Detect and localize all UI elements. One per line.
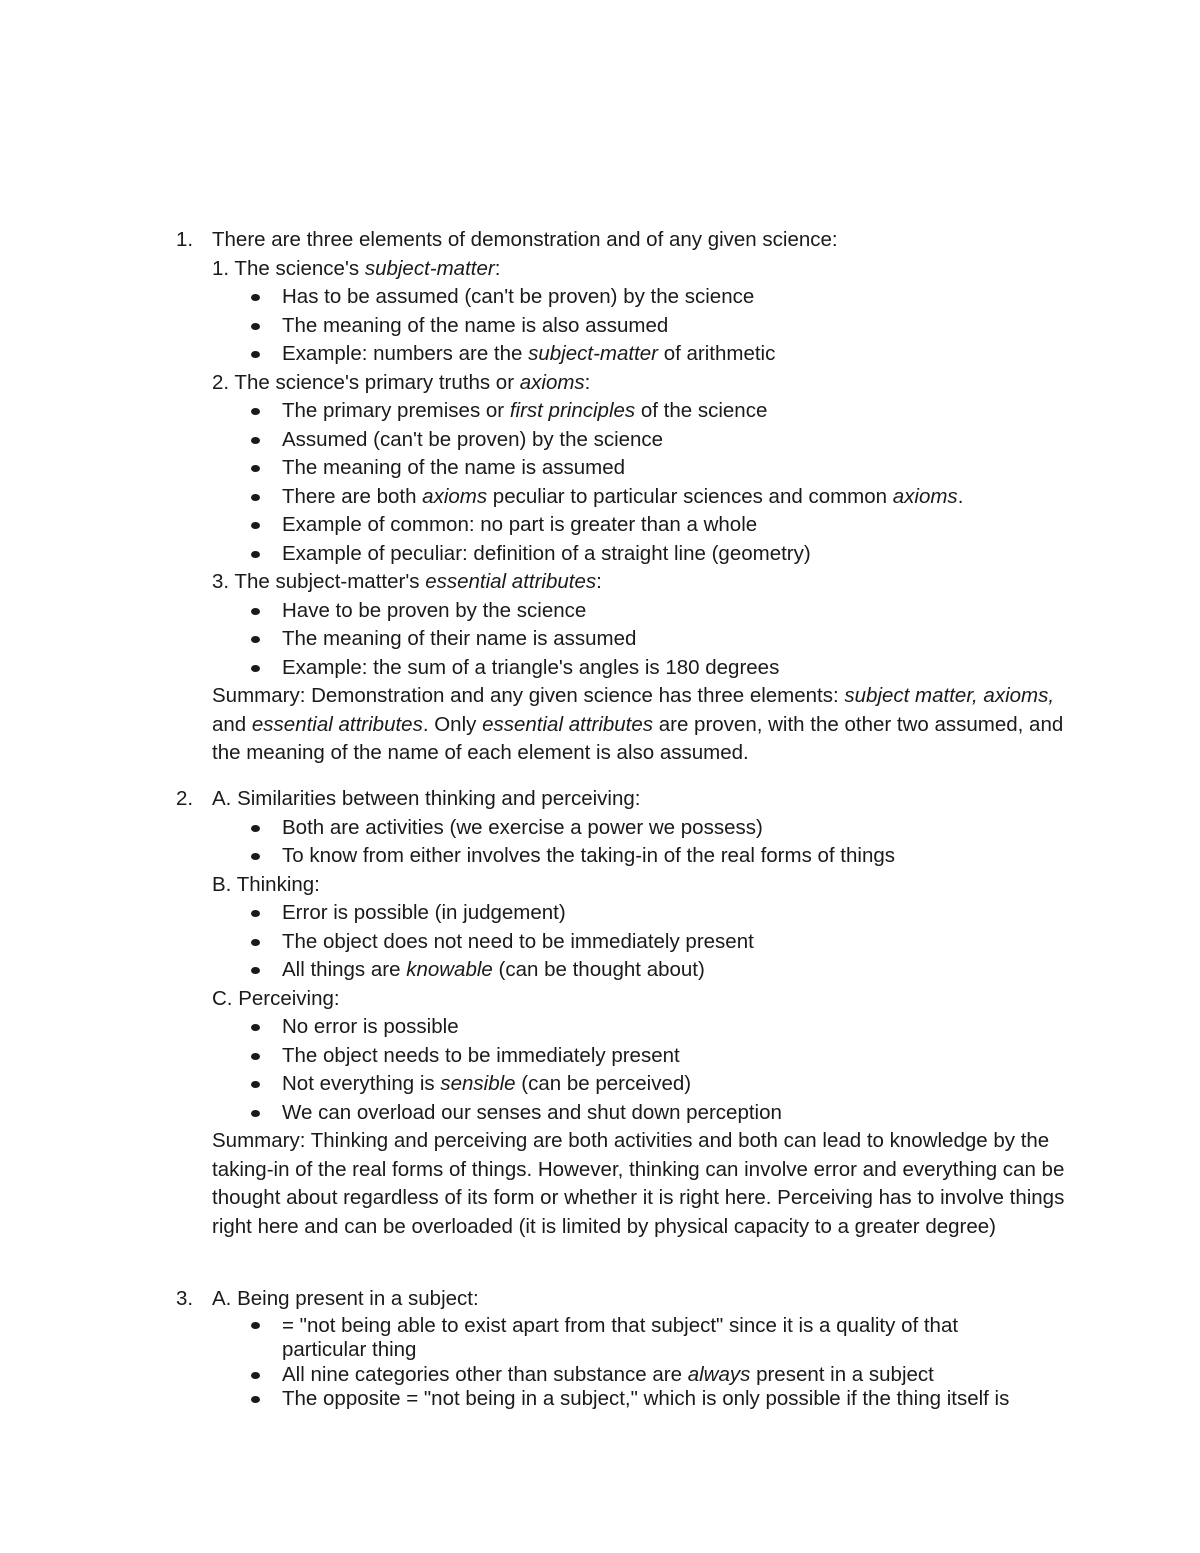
section-heading: There are three elements of demonstration and of any given science: [212, 228, 838, 251]
section-number: 3. [176, 1287, 194, 1310]
bullet-icon [251, 1110, 260, 1117]
bullet-icon [251, 437, 260, 444]
bullet-icon [251, 408, 260, 415]
list-item: To know from either involves the taking-in of the real forms of things [282, 842, 1200, 871]
bullet-icon [251, 1024, 260, 1031]
list-item: The meaning of the name is assumed [282, 454, 1200, 483]
list-item: Have to be proven by the science [282, 597, 1200, 626]
bullet-icon [251, 1053, 260, 1060]
bullet-icon [251, 939, 260, 946]
bullet-icon [251, 967, 260, 974]
subheading-essential-attributes: 3. The subject-matter's essential attributes: [212, 570, 602, 593]
list-item: = "not being able to exist apart from that subject" since it is a quality of that particular thing [282, 1314, 1042, 1363]
bullet-icon [251, 825, 260, 832]
bullet-icon [251, 1322, 260, 1329]
list-item: The object needs to be immediately present [282, 1042, 1200, 1071]
bullet-icon [251, 665, 260, 672]
bullet-icon [251, 853, 260, 860]
subheading-perceiving: C. Perceiving: [212, 986, 340, 1010]
list-item: The opposite = "not being in a subject," which is only possible if the thing itself is [282, 1387, 1200, 1412]
summary-paragraph: Summary: Demonstration and any given science has three elements: subject matter, axioms, and essential attributes. Only essential attributes are proven, with the other two assumed, and the meaning of the name of each element is also assumed. [212, 684, 1064, 764]
section-3 [0, 1285, 1200, 1412]
section-2 [0, 785, 1200, 1241]
bullet-icon [251, 636, 260, 643]
list-item: Has to be assumed (can't be proven) by the science [282, 283, 1200, 312]
bullet-icon [251, 1396, 260, 1403]
section-number: 1. [176, 228, 194, 251]
list-item: Example of common: no part is greater than a whole [282, 511, 1200, 540]
bullet-icon [251, 323, 260, 330]
list-item: No error is possible [282, 1013, 1200, 1042]
bullet-list [0, 597, 1200, 683]
bullet-list [0, 1013, 1200, 1127]
bullet-icon [251, 1081, 260, 1088]
bullet-list [0, 397, 1200, 568]
section-heading: A. Being present in a subject: [212, 1287, 479, 1310]
subheading-subject-matter: 1. The science's subject-matter: [212, 256, 501, 280]
list-item: Example: the sum of a triangle's angles is 180 degrees [282, 654, 1200, 683]
bullet-list [0, 283, 1200, 369]
list-item: The primary premises or first principles of the science [282, 397, 1200, 426]
bullet-icon [251, 1372, 260, 1379]
list-item: The meaning of their name is assumed [282, 625, 1200, 654]
bullet-icon [251, 294, 260, 301]
list-item: Error is possible (in judgement) [282, 899, 1200, 928]
bullet-icon [251, 494, 260, 501]
list-item: Example: numbers are the subject-matter of arithmetic [282, 340, 1200, 369]
list-item: All things are knowable (can be thought about) [282, 956, 1200, 985]
list-item: Example of peculiar: definition of a straight line (geometry) [282, 540, 1200, 569]
bullet-list [0, 899, 1200, 985]
bullet-icon [251, 608, 260, 615]
list-item: All nine categories other than substance are always present in a subject [282, 1363, 1200, 1388]
list-item: Assumed (can't be proven) by the science [282, 426, 1200, 455]
list-item: The object does not need to be immediately present [282, 928, 1200, 957]
subheading-thinking: B. Thinking: [212, 872, 320, 896]
list-item: There are both axioms peculiar to particular sciences and common axioms. [282, 483, 1200, 512]
summary-paragraph: Summary: Thinking and perceiving are both activities and both can lead to knowledge by the taking-in of the real forms of things. However, thinking can involve error and everything can be thought about regardless of its form or whether it is right here. Perceiving has to involve things right here and can be overloaded (it is limited by physical capacity to a greater degree) [212, 1129, 1065, 1238]
bullet-icon [251, 522, 260, 529]
section-1 [0, 226, 1200, 768]
bullet-list [0, 1314, 1200, 1412]
section-heading: A. Similarities between thinking and perceiving: [212, 787, 641, 810]
subheading-axioms: 2. The science's primary truths or axioms: [212, 370, 591, 394]
bullet-icon [251, 910, 260, 917]
list-item: Both are activities (we exercise a power we possess) [282, 814, 1200, 843]
bullet-list [0, 814, 1200, 871]
list-item: Not everything is sensible (can be perceived) [282, 1070, 1200, 1099]
bullet-icon [251, 551, 260, 558]
bullet-icon [251, 351, 260, 358]
list-item: The meaning of the name is also assumed [282, 312, 1200, 341]
list-item: We can overload our senses and shut down perception [282, 1099, 1200, 1128]
section-number: 2. [176, 787, 194, 810]
bullet-icon [251, 465, 260, 472]
